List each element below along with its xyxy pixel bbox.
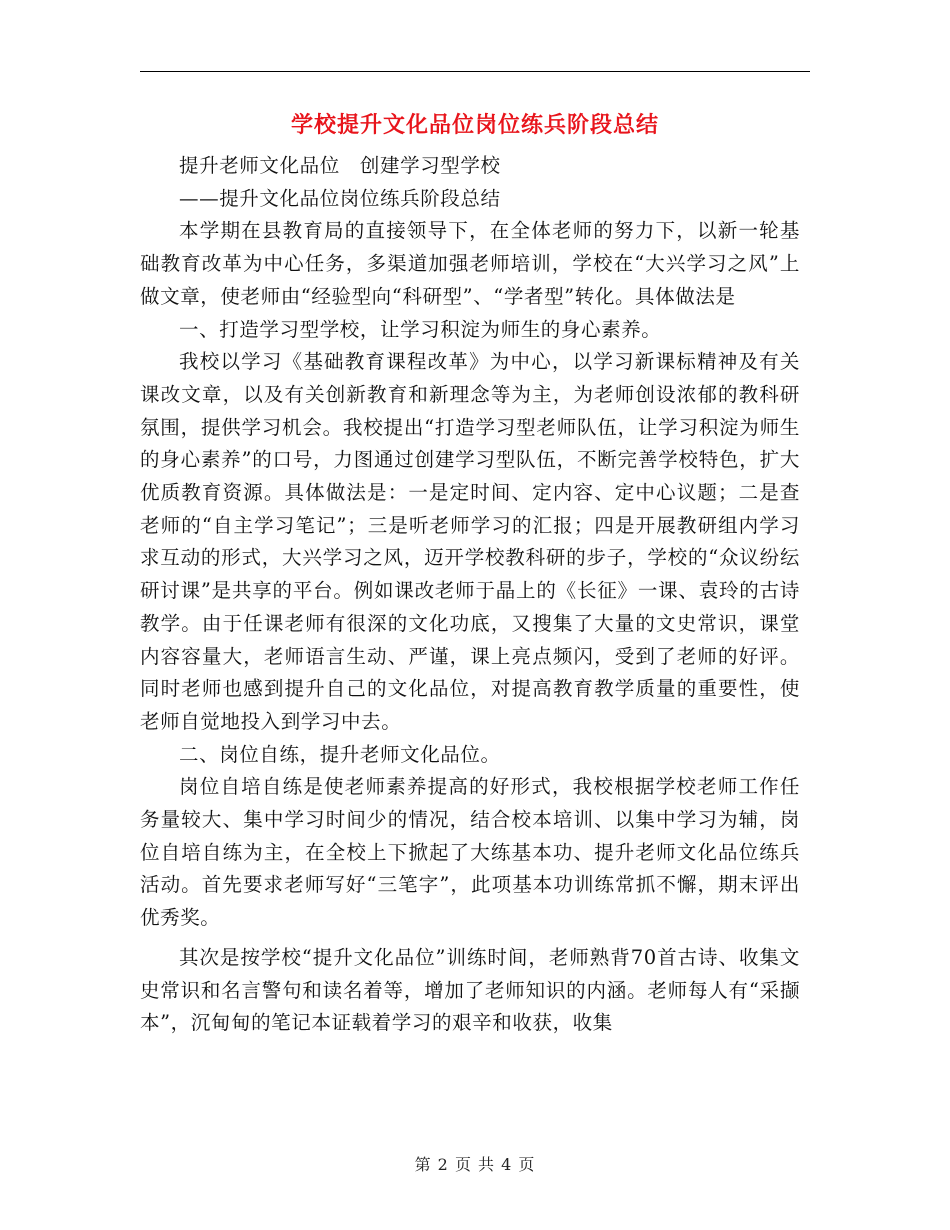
section-heading-two: 二、岗位自练，提升老师文化品位。 — [179, 742, 501, 766]
subtitle-line: 提升老师文化品位 创建学习型学校 — [179, 154, 501, 177]
section-one-paragraph: 我校以学习《基础教育课程改革》为中心，以学习新课标精神及有关课改文章，以及有关创新教育和新理念等为主，为老师创设浓郁的教科研氛围，提供学习机会。我校提出“打造学习型老师队伍，让学习积淀为师生的身心素养”的口号，力图通过创建学习型队伍，不断完善学校特色，扩大优质教育资源。具体做法是：一是定时间、定内容、定中心议题；二是查老师的“自主学习笔记”；三是听老师学习的汇报；四是开展教研组内学习求互动的形式，大兴学习之风，迈开学校教科研的步子，学校的“众议纷纭研讨课”是共享的平台。例如课改老师于晶上的《长征》一课、袁玲的古诗教学。由于任课老师有很深的文化功底，又搜集了大量的文史常识，课堂内容容量大，老师语言生动、严谨，课上亮点频闪，受到了老师的好评。同时老师也感到提升自己的文化品位，对提高教育教学质量的重要性，使老师自觉地投入到学习中去。 — [140, 350, 800, 733]
page-number: 第 2 页 共 4 页 — [414, 1155, 536, 1174]
section-two-paragraph: 岗位自培自练是使老师素养提高的好形式，我校根据学校老师工作任务量较大、集中学习时间少的情况，结合校本培训、以集中学习为辅，岗位自培自练为主，在全校上下掀起了大练基本功、提升老师文化品位练兵活动。首先要求老师写好“三笔字”，此项基本功训练常抓不懈，期末评出优秀奖。 — [140, 775, 800, 930]
header-rule — [140, 71, 810, 72]
subtitle-subline: ——提升文化品位岗位练兵阶段总结 — [179, 186, 501, 210]
intro-paragraph: 本学期在县教育局的直接领导下，在全体老师的努力下，以新一轮基础教育改革为中心任务，多渠道加强老师培训，学校在“大兴学习之风”上做文章，使老师由“经验型向“科研型”、“学者型”转化。具体做法是 — [140, 219, 800, 308]
document-title: 学校提升文化品位岗位练兵阶段总结 — [290, 112, 659, 138]
document-body — [140, 150, 800, 1040]
section-two-continued-paragraph: 其次是按学校“提升文化品位”训练时间，老师熟背70首古诗、收集文史常识和名言警句和读名着等，增加了老师知识的内涵。老师每人有“采撷本”，沉甸甸的笔记本证载着学习的艰辛和收获，收集 — [140, 945, 800, 1035]
section-heading-one: 一、打造学习型学校，让学习积淀为师生的身心素养。 — [179, 317, 662, 341]
